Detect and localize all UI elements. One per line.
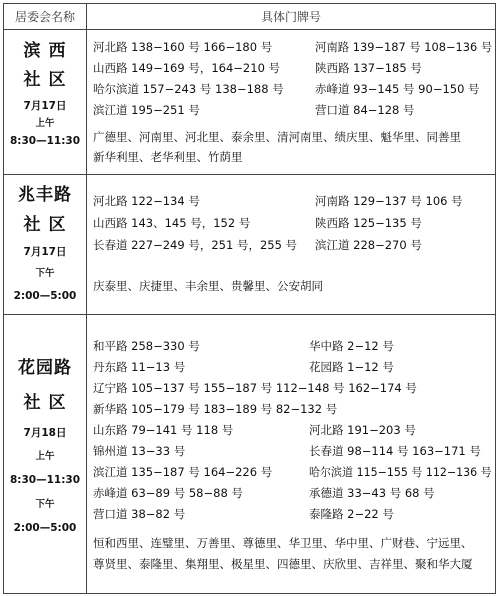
community-cell <box>4 30 87 175</box>
address-line: 山西路 143、145 号，152 号 <box>93 216 251 230</box>
community-cell <box>4 315 87 594</box>
address-line: 山东路 79−141 号 118 号 <box>93 423 234 437</box>
address-line: 辽宁路 105−137 号 155−187 号 112−148 号 162−174 号 <box>93 381 417 395</box>
address-cell <box>87 315 496 594</box>
community-name-suffix: 社 区 <box>23 70 67 90</box>
community-name: 花园路 <box>18 358 72 378</box>
period-time: 8:30—11:30 <box>9 474 81 486</box>
address-line: 营口道 84−128 号 <box>315 103 415 117</box>
period-label: 上午 <box>35 451 55 462</box>
address-line: 赤峰道 93−145 号 90−150 号 <box>315 82 480 96</box>
community-name: 兆丰路 <box>18 185 72 205</box>
period-time: 2:00—5:00 <box>13 522 77 534</box>
table-row <box>4 30 496 175</box>
period-time: 8:30—11:30 <box>9 135 81 147</box>
address-line: 泰隆路 2−22 号 <box>309 507 394 521</box>
address-line: 滨江道 228−270 号 <box>315 238 422 252</box>
address-line: 营口道 38−82 号 <box>93 507 186 521</box>
address-line: 华中路 2−12 号 <box>309 339 394 353</box>
period-time: 2:00—5:00 <box>13 290 77 302</box>
address-line: 赤峰道 63−89 号 58−88 号 <box>93 486 243 500</box>
period-label: 下午 <box>35 268 55 279</box>
address-table <box>3 3 496 594</box>
period-label: 上午 <box>35 118 55 129</box>
address-line: 山西路 149−169 号，164−210 号 <box>93 61 281 75</box>
address-line: 哈尔滨道 157−243 号 138−188 号 <box>93 82 284 96</box>
address-line: 锦州道 13−33 号 <box>93 444 186 458</box>
lane-line: 恒和西里、连璧里、万善里、尊德里、华卫里、华中里、广财巷、宁远里、 <box>93 536 473 550</box>
address-line: 长春道 227−249 号，251 号，255 号 <box>93 238 298 252</box>
address-cell <box>87 175 496 315</box>
table-row <box>4 315 496 594</box>
community-date: 7月17日 <box>23 246 67 258</box>
address-line: 新华路 105−179 号 183−189 号 82−132 号 <box>93 402 338 416</box>
community-date: 7月17日 <box>23 100 67 112</box>
lane-line: 新华利里、老华利里、竹荫里 <box>93 150 243 164</box>
address-line: 滨江道 135−187 号 164−226 号 <box>93 465 273 479</box>
address-line: 河北路 138−160 号 166−180 号 <box>93 40 273 54</box>
address-cell <box>87 30 496 175</box>
address-line: 长春道 98−114 号 163−171 号 <box>309 444 481 458</box>
community-name-suffix: 社 区 <box>23 215 67 235</box>
lane-line: 尊贤里、泰隆里、集翔里、极星里、四德里、庆欣里、吉祥里、聚和华大厦 <box>93 557 473 571</box>
community-cell <box>4 175 87 315</box>
period-label: 下午 <box>35 499 55 510</box>
header-address-numbers: 具体门牌号 <box>87 4 496 30</box>
address-line: 和平路 258−330 号 <box>93 339 200 353</box>
address-line: 承德道 33−43 号 68 号 <box>309 486 435 500</box>
address-line: 河南路 139−187 号 108−136 号 <box>315 40 493 54</box>
address-line: 陕西路 137−185 号 <box>315 61 422 75</box>
address-line: 河北路 191−203 号 <box>309 423 416 437</box>
table-header-row <box>4 4 496 30</box>
lane-line: 庆泰里、庆捷里、丰余里、贵馨里、公安胡同 <box>93 279 323 293</box>
community-name: 滨 西 <box>23 41 67 61</box>
address-line: 花园路 1−12 号 <box>309 360 394 374</box>
address-line: 滨江道 195−251 号 <box>93 103 200 117</box>
address-line: 哈尔滨道 115−155 号 112−136 号 <box>309 465 492 479</box>
address-line: 河南路 129−137 号 106 号 <box>315 194 463 208</box>
address-line: 陕西路 125−135 号 <box>315 216 422 230</box>
address-line: 丹东路 11−13 号 <box>93 360 186 374</box>
community-date: 7月18日 <box>23 427 67 439</box>
address-line: 河北路 122−134 号 <box>93 194 200 208</box>
community-name-suffix: 社 区 <box>23 393 67 413</box>
lane-line: 广德里、河南里、河北里、泰余里、清河南里、绩庆里、魁华里、同善里 <box>93 130 461 144</box>
header-community-name: 居委会名称 <box>4 4 87 30</box>
table-row <box>4 175 496 315</box>
